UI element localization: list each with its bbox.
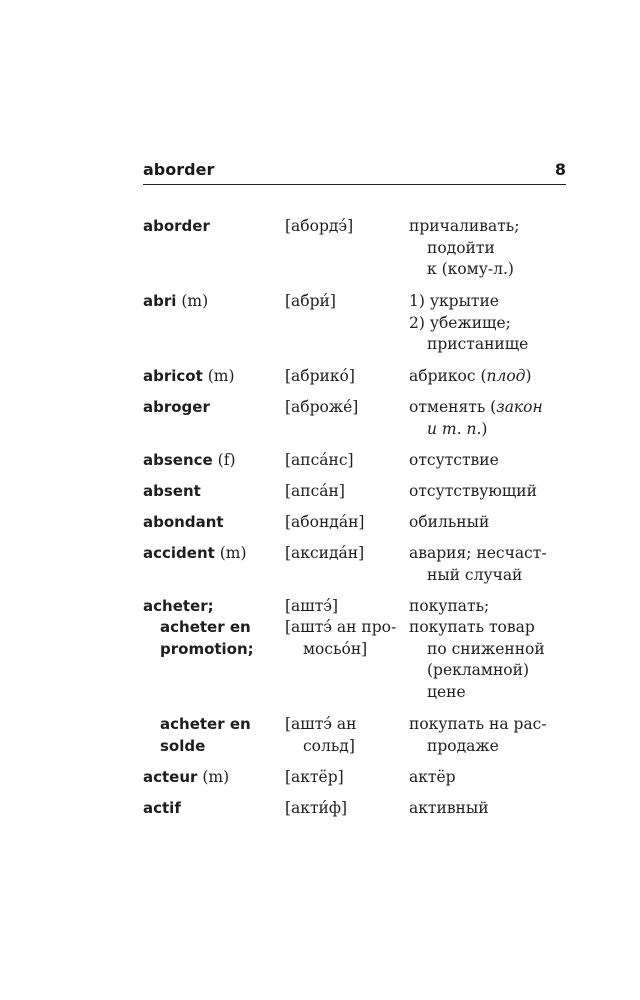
running-headword: aborder (143, 160, 215, 179)
entry-word: absent (143, 482, 201, 500)
entry-word: abricot (143, 367, 203, 385)
entry-translation: актёр (409, 768, 456, 786)
entry-pronunciation: мосьо́н] (303, 639, 368, 658)
entry-word: acheter en (160, 715, 251, 733)
entry-pronunciation: [аштэ́ ан про- (285, 618, 397, 636)
entry-pronunciation: [апса́нс] (285, 451, 354, 469)
entry-word: abroger (143, 398, 210, 416)
entry-translation: авария; несчаст- (409, 544, 547, 562)
entry-abri (143, 291, 573, 366)
running-header (143, 158, 566, 185)
dictionary-entries (143, 216, 573, 829)
entry-acteur (143, 767, 573, 798)
entry-translation: причаливать; (409, 217, 520, 235)
entry-pronunciation: [аштэ́ ан (285, 715, 357, 733)
entry-translation: (рекламной) (427, 661, 530, 679)
entry-translation: абрикос (плод) (409, 367, 532, 385)
entry-pronunciation: [аштэ́] (285, 597, 339, 615)
entry-pronunciation: [абордэ́] (285, 217, 354, 235)
entry-gender: (m) (181, 292, 209, 310)
entry-pronunciation: [абонда́н] (285, 513, 365, 531)
entry-acheter-en-promotion (143, 617, 573, 714)
entry-translation: обильный (409, 513, 490, 531)
entry-word: actif (143, 799, 181, 817)
entry-gender: (m) (207, 367, 235, 385)
entry-abroger (143, 397, 573, 450)
entry-word: aborder (143, 217, 210, 235)
entry-absent (143, 481, 573, 512)
entry-translation: подойти (427, 238, 495, 257)
entry-pronunciation: [аксида́н] (285, 544, 365, 562)
entry-pronunciation: [апса́н] (285, 482, 345, 500)
entry-pronunciation: [аброже́] (285, 398, 359, 416)
entry-actif (143, 798, 573, 829)
entry-translation: к (кому-л.) (427, 260, 514, 278)
entry-aborder (143, 216, 573, 291)
entry-translation: покупать; (409, 597, 490, 615)
entry-translation: покупать на рас- (409, 715, 547, 733)
entry-acheter (143, 596, 573, 617)
entry-word: abri (143, 292, 177, 310)
entry-translation: цене (427, 682, 466, 701)
entry-word: acheter en (160, 618, 251, 636)
entry-gender: (m) (202, 768, 230, 786)
entry-absence (143, 450, 573, 481)
entry-word: abondant (143, 513, 224, 531)
entry-translation: 2) убежище; (409, 313, 511, 332)
entry-pronunciation: [абрико́] (285, 367, 355, 385)
entry-translation: активный (409, 799, 489, 817)
entry-pronunciation: [абри́] (285, 292, 336, 310)
entry-translation: отсутствие (409, 451, 499, 469)
entry-abondant (143, 512, 573, 543)
entry-pronunciation: сольд] (303, 736, 355, 755)
page-number: 8 (554, 160, 566, 179)
entry-abricot (143, 366, 573, 397)
entry-word: promotion; (160, 639, 254, 658)
entry-translation: ный случай (427, 565, 523, 584)
entry-pronunciation: [акти́ф] (285, 799, 348, 817)
entry-translation: покупать товар (409, 618, 535, 636)
entry-pronunciation: [актёр] (285, 768, 344, 786)
entry-translation: и т. п.) (427, 419, 488, 438)
entry-word: absence (143, 451, 213, 469)
entry-translation: 1) укрытие (409, 292, 499, 310)
entry-word: solde (160, 736, 206, 755)
entry-word: acteur (143, 768, 198, 786)
entry-gender: (m) (219, 544, 247, 562)
entry-translation: отсутствующий (409, 482, 537, 500)
entry-translation: продаже (427, 736, 499, 755)
entry-translation: отменять (закон (409, 398, 543, 416)
entry-word: acheter; (143, 597, 214, 615)
entry-translation: по сниженной (427, 639, 545, 658)
entry-accident (143, 543, 573, 596)
entry-acheter-en-solde (143, 714, 573, 767)
entry-word: accident (143, 544, 215, 562)
entry-gender: (f) (217, 451, 236, 469)
entry-translation: пристанище (427, 335, 529, 353)
